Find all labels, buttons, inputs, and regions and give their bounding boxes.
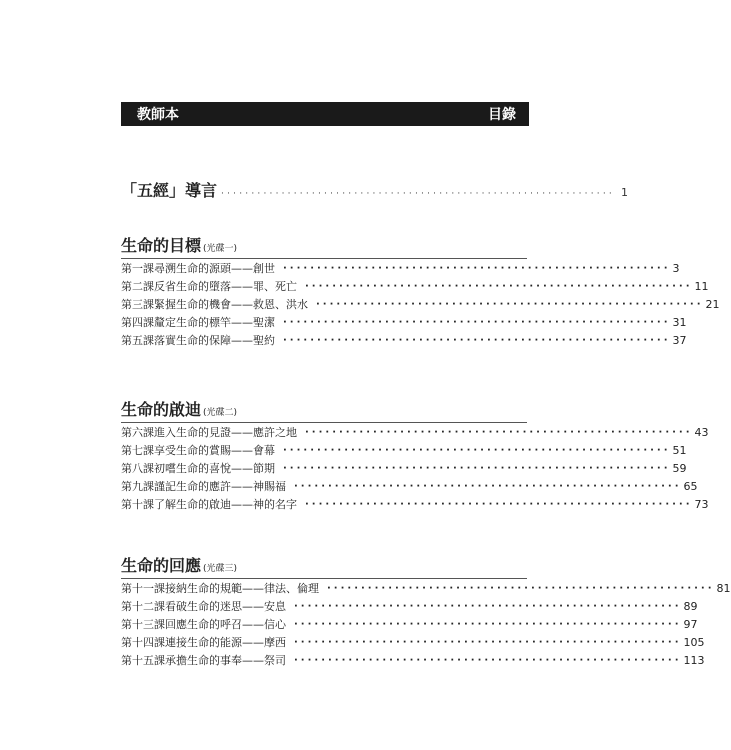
lesson-number: 第十二課 [121, 600, 165, 613]
lesson-number: 第十課 [121, 498, 154, 511]
lesson-page-number: 37 [672, 333, 687, 347]
section-1 [121, 235, 720, 349]
toc-entry [121, 459, 687, 477]
toc-entry [121, 477, 698, 495]
section-3 [121, 555, 731, 669]
dot-leader: ························································· [305, 280, 693, 292]
dot-leader: ························································· [327, 582, 715, 594]
toc-entry [121, 259, 680, 277]
lesson-topic: 連接生命的能源——摩西 [165, 636, 286, 649]
lesson-topic: 接納生命的規範——律法、倫理 [165, 582, 319, 595]
lesson-page-number: 73 [694, 497, 709, 511]
lesson-page-number: 81 [716, 581, 731, 595]
section-title-text: 生命的目標 [121, 236, 202, 255]
dot-leader: ························································· [305, 426, 693, 438]
lesson-topic: 享受生命的賞賜——會幕 [154, 444, 275, 457]
dot-leader: ································································· [221, 189, 615, 199]
lesson-page-number: 43 [694, 425, 709, 439]
lesson-number: 第五課 [121, 334, 154, 347]
lesson-topic: 看破生命的迷思——安息 [165, 600, 286, 613]
toc-entry [121, 331, 687, 349]
section-title-text: 生命的回應 [121, 556, 202, 575]
toc-entry [121, 423, 709, 441]
lesson-number: 第十三課 [121, 618, 165, 631]
section-title-text: 生命的啟迪 [121, 400, 202, 419]
section-note: (光碟二) [203, 408, 238, 418]
lesson-page-number: 97 [683, 617, 698, 631]
lesson-topic: 進入生命的見證——應許之地 [154, 426, 297, 439]
dot-leader: ························································· [283, 462, 671, 474]
toc-entry [121, 277, 709, 295]
toc-entry [121, 597, 698, 615]
lesson-page-number: 3 [672, 261, 680, 275]
lesson-number: 第十一課 [121, 582, 165, 595]
section-title [121, 235, 527, 257]
dot-leader: ························································· [283, 334, 671, 346]
lesson-topic: 初嚐生命的喜悅——節期 [154, 462, 275, 475]
lesson-topic: 尋溯生命的源頭——創世 [154, 262, 275, 275]
lesson-number: 第十四課 [121, 636, 165, 649]
dot-leader: ························································· [294, 618, 682, 630]
lesson-page-number: 89 [683, 599, 698, 613]
lesson-topic: 回應生命的呼召——信心 [165, 618, 286, 631]
lesson-topic: 了解生命的啟迪——神的名字 [154, 498, 297, 511]
lesson-number: 第九課 [121, 480, 154, 493]
lesson-topic: 承擔生命的事奉——祭司 [165, 654, 286, 667]
dot-leader: ························································· [283, 262, 671, 274]
toc-entry [121, 651, 705, 669]
dot-leader: ························································· [283, 316, 671, 328]
lesson-number: 第二課 [121, 280, 154, 293]
lesson-number: 第三課 [121, 298, 154, 311]
section-title [121, 555, 527, 577]
intro-title: 「五經」導言 [121, 181, 218, 200]
lesson-topic: 釐定生命的標竿——聖潔 [154, 316, 275, 329]
lesson-page-number: 31 [672, 315, 687, 329]
lesson-topic: 緊握生命的機會——救恩、洪水 [154, 298, 308, 311]
lesson-page-number: 11 [694, 279, 709, 293]
lesson-number: 第八課 [121, 462, 154, 475]
toc-entry [121, 295, 720, 313]
toc-entry [121, 579, 731, 597]
header-bar [121, 102, 529, 126]
toc-entry [121, 441, 687, 459]
intro-page-number: 1 [620, 186, 628, 199]
dot-leader: ························································· [294, 480, 682, 492]
dot-leader: ························································· [316, 298, 704, 310]
lesson-number: 第一課 [121, 262, 154, 275]
lesson-page-number: 51 [672, 443, 687, 457]
lesson-number: 第六課 [121, 426, 154, 439]
section-title [121, 399, 527, 421]
toc-entry [121, 313, 687, 331]
toc-entry [121, 495, 709, 513]
dot-leader: ························································· [294, 654, 682, 666]
section-note: (光碟一) [203, 244, 238, 254]
toc-entry [121, 615, 698, 633]
intro-entry [121, 178, 628, 201]
dot-leader: ························································· [294, 600, 682, 612]
dot-leader: ························································· [283, 444, 671, 456]
lesson-page-number: 59 [672, 461, 687, 475]
lesson-number: 第十五課 [121, 654, 165, 667]
lesson-page-number: 113 [683, 653, 705, 667]
dot-leader: ························································· [294, 636, 682, 648]
section-note: (光碟三) [203, 564, 238, 574]
header-left-label: 教師本 [137, 107, 179, 123]
toc-entry [121, 633, 705, 651]
lesson-page-number: 65 [683, 479, 698, 493]
lesson-topic: 反省生命的墮落——罪、死亡 [154, 280, 297, 293]
lesson-number: 第四課 [121, 316, 154, 329]
section-2 [121, 399, 709, 513]
lesson-page-number: 105 [683, 635, 705, 649]
lesson-topic: 落實生命的保障——聖約 [154, 334, 275, 347]
lesson-number: 第七課 [121, 444, 154, 457]
dot-leader: ························································· [305, 498, 693, 510]
lesson-topic: 謹記生命的應許——神賜福 [154, 480, 286, 493]
header-right-label: 目錄 [488, 107, 516, 123]
lesson-page-number: 21 [705, 297, 720, 311]
